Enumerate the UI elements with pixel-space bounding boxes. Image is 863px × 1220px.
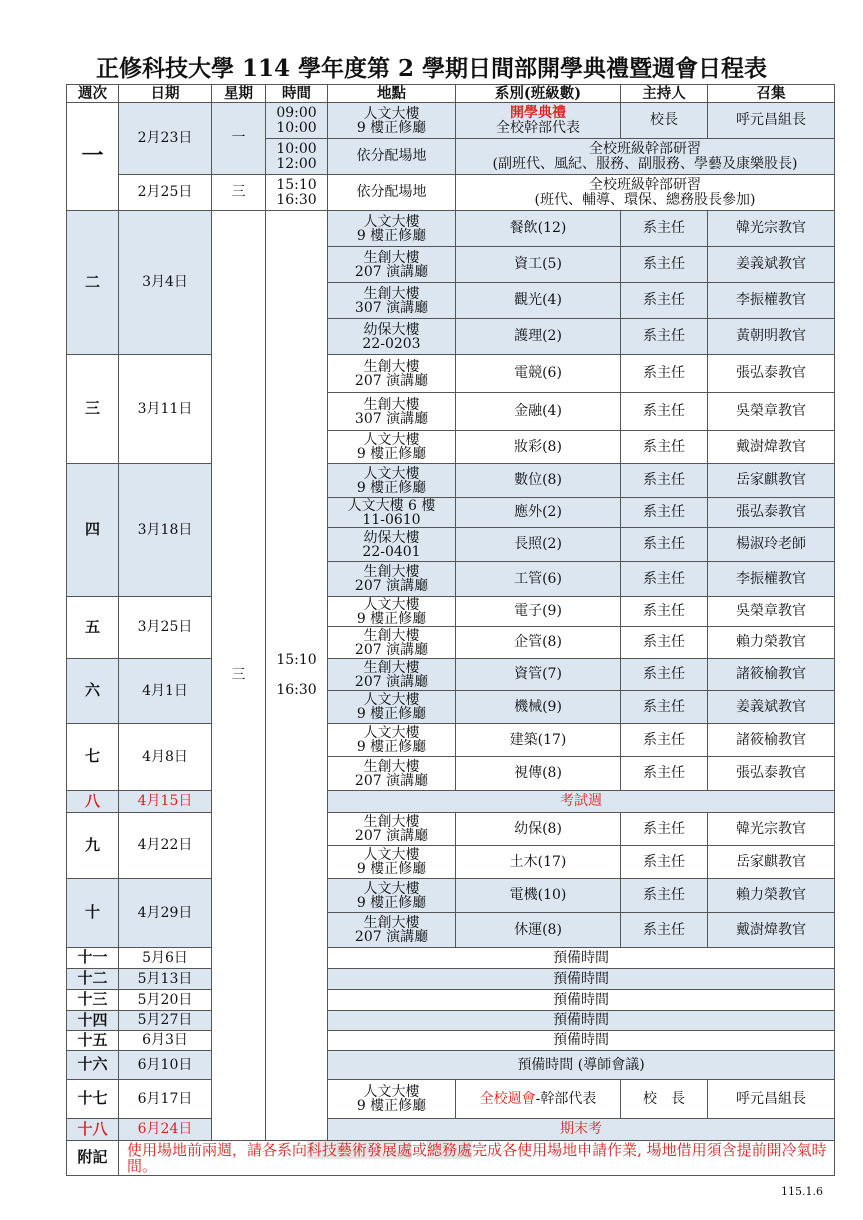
session-convener: 岳家麒教官 (707, 463, 835, 498)
week-1-date-c: 2月25日 (118, 174, 212, 211)
remark-label: 附記 (66, 1140, 119, 1176)
session-convener: 諸筱榆教官 (707, 723, 835, 757)
week-8-number: 八 (66, 790, 119, 813)
session-location (327, 392, 456, 431)
building: 人文大樓 (363, 1084, 420, 1100)
session-location (327, 626, 456, 659)
assembly-attendees: -幹部代表 (535, 1090, 597, 1107)
week-note: 預備時間 (327, 1010, 835, 1031)
session-location (327, 812, 456, 846)
week-14-date: 5月27日 (118, 1010, 212, 1031)
session-host: 系主任 (620, 912, 708, 948)
session-department: 資工(5) (455, 246, 621, 283)
room: 9 樓正修廳 (356, 894, 427, 911)
training-title: 全校班級幹部研習 (589, 176, 701, 193)
building: 幼保大樓 (363, 321, 420, 338)
week-5-date: 3月25日 (118, 596, 212, 659)
session-location (327, 756, 456, 791)
session-host: 系主任 (620, 723, 708, 757)
week-12-date: 5月13日 (118, 968, 212, 990)
session-convener: 岳家麒教官 (707, 845, 835, 879)
training-participants: (班代、輔導、環保、總務股長參加) (534, 191, 756, 208)
session-department: 建築(17) (455, 723, 621, 757)
week-1-location-c: 依分配場地 (327, 174, 456, 211)
room: 9 樓正修廳 (356, 1098, 427, 1114)
session-department: 幼保(8) (455, 812, 621, 846)
room: 9 樓正修廳 (356, 861, 427, 877)
week-note: 期末考 (327, 1118, 835, 1141)
remark-text-3: 完成各使用場地申請作業, 場地借用須含提前開冷氣時間。 (127, 1141, 827, 1175)
building: 人文大樓 (363, 725, 420, 741)
header-week: 週次 (66, 84, 119, 103)
building: 生創大樓 (363, 358, 420, 375)
week-3-number: 三 (66, 354, 119, 464)
building: 人文大樓 (363, 465, 420, 482)
building: 生創大樓 (363, 249, 420, 266)
time-start: 15:10 (276, 652, 317, 669)
session-host: 系主任 (620, 658, 708, 691)
week-1-training-b (455, 138, 835, 175)
session-department: 護理(2) (455, 318, 621, 355)
week-1-weekday-c: 三 (211, 174, 266, 211)
building: 人文大樓 (363, 432, 420, 448)
session-location (327, 246, 456, 283)
room: 9 樓正修廳 (356, 446, 427, 462)
building: 幼保大樓 (363, 529, 420, 546)
session-convener: 賴力榮教官 (707, 878, 835, 913)
room: 307 演講廳 (354, 299, 429, 316)
session-location (327, 561, 456, 597)
week-14-number: 十四 (66, 1010, 119, 1031)
week-2-number: 二 (66, 210, 119, 355)
week-note: 預備時間 (327, 989, 835, 1011)
week-5-number: 五 (66, 596, 119, 659)
week-note: 預備時間 (327, 947, 835, 969)
building: 生創大樓 (363, 659, 420, 676)
room: 9 樓正修廳 (356, 610, 427, 627)
session-convener: 戴澍煒教官 (707, 430, 835, 464)
room: 9 樓正修廳 (356, 227, 427, 244)
session-department: 應外(2) (455, 497, 621, 528)
session-department: 企管(8) (455, 626, 621, 659)
session-host: 系主任 (620, 878, 708, 913)
session-department: 工管(6) (455, 561, 621, 597)
page-title: 正修科技大學 114 學年度第 2 學期日間部開學典禮暨週會日程表 (95, 55, 768, 82)
session-department: 觀光(4) (455, 282, 621, 319)
training-participants: (副班代、風紀、服務、副服務、學藝及康樂股長) (492, 155, 798, 172)
session-host: 校 長 (620, 1079, 708, 1119)
week-7-date: 4月8日 (118, 723, 212, 791)
room: 207 演講廳 (354, 828, 429, 844)
week-2-date: 3月4日 (118, 210, 212, 355)
building: 生創大樓 (363, 814, 420, 830)
header-date: 日期 (118, 84, 212, 103)
room: 207 演講廳 (354, 772, 429, 789)
week-note: 預備時間 (327, 968, 835, 990)
session-host: 系主任 (620, 626, 708, 659)
session-host: 系主任 (620, 812, 708, 846)
building: 人文大樓 (363, 692, 420, 708)
week-4-number: 四 (66, 463, 119, 597)
session-location (327, 354, 456, 393)
session-department: 視傳(8) (455, 756, 621, 791)
session-location (327, 282, 456, 319)
week-1-time-c (265, 174, 328, 211)
session-department: 數位(8) (455, 463, 621, 498)
week-15-date: 6月3日 (118, 1030, 212, 1051)
time-end: 16:30 (276, 191, 317, 208)
session-department: 妝彩(8) (455, 430, 621, 464)
week-note: 預備時間 (327, 1030, 835, 1051)
room: 207 演講廳 (354, 673, 429, 690)
session-convener: 韓光宗教官 (707, 210, 835, 247)
session-department: 長照(2) (455, 527, 621, 562)
building: 生創大樓 (363, 564, 420, 580)
week-6-date: 4月1日 (118, 658, 212, 724)
week-18-number: 十八 (66, 1118, 119, 1141)
session-location (327, 658, 456, 691)
remark-text-1: 使用場地前兩週，請各系向 (127, 1141, 308, 1159)
building: 生創大樓 (363, 915, 420, 931)
session-host: 系主任 (620, 430, 708, 464)
training-title: 全校班級幹部研習 (589, 140, 701, 157)
version-label: 115.1.6 (781, 1185, 823, 1198)
building: 生創大樓 (363, 758, 420, 775)
shared-weekday: 三 (211, 210, 266, 1141)
session-convener: 黃朝明教官 (707, 318, 835, 355)
session-department: 機械(9) (455, 690, 621, 724)
session-location (327, 912, 456, 948)
session-host: 系主任 (620, 392, 708, 431)
session-host: 系主任 (620, 527, 708, 562)
shared-time (265, 210, 328, 1141)
session-location (327, 463, 456, 498)
remark-office-art: 科技藝術發展處 (307, 1141, 413, 1159)
session-host: 系主任 (620, 690, 708, 724)
week-17-number: 十七 (66, 1079, 119, 1119)
building: 人文大樓 6 樓 (347, 497, 436, 514)
week-6-number: 六 (66, 658, 119, 724)
session-location (327, 318, 456, 355)
session-department: 電機(10) (455, 878, 621, 913)
session-convener: 姜義斌教官 (707, 246, 835, 283)
session-convener: 吳榮章教官 (707, 596, 835, 627)
week-3-date: 3月11日 (118, 354, 212, 464)
session-host: 系主任 (620, 463, 708, 498)
session-convener: 吳榮章教官 (707, 392, 835, 431)
session-host: 系主任 (620, 756, 708, 791)
session-location (327, 497, 456, 528)
session-convener: 賴力榮教官 (707, 626, 835, 659)
week-1-convener: 呼元昌組長 (707, 102, 835, 139)
header-location: 地點 (327, 84, 456, 103)
week-9-date: 4月22日 (118, 812, 212, 879)
session-convener: 韓光宗教官 (707, 812, 835, 846)
week-9-number: 九 (66, 812, 119, 879)
session-convener: 楊淑玲老師 (707, 527, 835, 562)
week-8-date: 4月15日 (118, 790, 212, 813)
session-host: 系主任 (620, 282, 708, 319)
building: 生創大樓 (363, 396, 420, 413)
week-note: 預備時間 (導師會議) (327, 1050, 835, 1080)
header-host: 主持人 (620, 84, 708, 103)
week-1-time-a (265, 102, 328, 139)
session-location (327, 723, 456, 757)
session-location (327, 878, 456, 913)
session-department: 電競(6) (455, 354, 621, 393)
session-location (327, 845, 456, 879)
week-1-weekday-a: 一 (211, 102, 266, 175)
assembly-label: 全校週會 (479, 1090, 536, 1107)
session-convener: 呼元昌組長 (707, 1079, 835, 1119)
session-convener: 姜義斌教官 (707, 690, 835, 724)
week-1-location-b: 依分配場地 (327, 138, 456, 175)
building: 人文大樓 (363, 213, 420, 230)
time-start: 10:00 (276, 140, 317, 157)
header-convener: 召集 (707, 84, 835, 103)
week-11-number: 十一 (66, 947, 119, 969)
week-11-date: 5月6日 (118, 947, 212, 969)
building: 生創大樓 (363, 627, 420, 644)
session-convener: 李振權教官 (707, 561, 835, 597)
session-host: 系主任 (620, 354, 708, 393)
week-17-date: 6月17日 (118, 1079, 212, 1119)
week-13-number: 十三 (66, 989, 119, 1011)
session-convener: 張弘泰教官 (707, 354, 835, 393)
week-16-number: 十六 (66, 1050, 119, 1080)
building: 人文大樓 (363, 596, 420, 613)
session-department: 電子(9) (455, 596, 621, 627)
room: 9 樓正修廳 (356, 119, 427, 136)
room: 207 演講廳 (354, 929, 429, 945)
session-department: 金融(4) (455, 392, 621, 431)
session-convener: 李振權教官 (707, 282, 835, 319)
building: 生創大樓 (363, 285, 420, 302)
room: 207 演講廳 (354, 641, 429, 658)
week-4-date: 3月18日 (118, 463, 212, 597)
session-host: 系主任 (620, 561, 708, 597)
opening-ceremony-label: 開學典禮 (510, 104, 566, 121)
session-convener: 張弘泰教官 (707, 756, 835, 791)
week-1-training-c (455, 174, 835, 211)
room: 22-0401 (362, 543, 421, 560)
building: 人文大樓 (363, 847, 420, 863)
remark-office-general: 總務處 (427, 1141, 473, 1159)
week-note: 考試週 (327, 790, 835, 813)
session-department: 餐飲(12) (455, 210, 621, 247)
session-department: 休運(8) (455, 912, 621, 948)
time-end: 12:00 (276, 155, 317, 172)
room: 9 樓正修廳 (356, 479, 427, 496)
assembly-event (455, 1079, 621, 1119)
week-7-number: 七 (66, 723, 119, 791)
session-location (327, 596, 456, 627)
week-1-event (455, 102, 621, 139)
session-host: 系主任 (620, 318, 708, 355)
session-location (327, 210, 456, 247)
session-host: 系主任 (620, 210, 708, 247)
session-convener: 張弘泰教官 (707, 497, 835, 528)
room: 207 演講廳 (354, 263, 429, 280)
session-location (327, 1079, 456, 1119)
time-end: 10:00 (276, 119, 317, 136)
week-1-host: 校長 (620, 102, 708, 139)
week-13-date: 5月20日 (118, 989, 212, 1011)
session-convener: 諸筱榆教官 (707, 658, 835, 691)
time-start: 09:00 (276, 104, 317, 121)
event-attendees: 全校幹部代表 (496, 119, 580, 136)
week-1-date-a: 2月23日 (118, 102, 212, 175)
session-host: 系主任 (620, 845, 708, 879)
session-host: 系主任 (620, 246, 708, 283)
session-host: 系主任 (620, 596, 708, 627)
room: 207 演講廳 (354, 372, 429, 389)
room: 307 演講廳 (354, 410, 429, 427)
session-location (327, 430, 456, 464)
week-1-number: 一 (66, 102, 119, 211)
building: 人文大樓 (363, 880, 420, 897)
week-18-date: 6月24日 (118, 1118, 212, 1141)
time-end: 16:30 (276, 681, 317, 698)
remark-text-2: 或 (412, 1141, 428, 1159)
week-1-location-a (327, 102, 456, 139)
session-location (327, 690, 456, 724)
room: 9 樓正修廳 (356, 706, 427, 722)
room: 11-0610 (362, 511, 421, 528)
week-10-date: 4月29日 (118, 878, 212, 948)
week-10-number: 十 (66, 878, 119, 948)
room: 207 演講廳 (354, 578, 429, 594)
week-15-number: 十五 (66, 1030, 119, 1051)
room: 9 樓正修廳 (356, 739, 427, 755)
header-time: 時間 (265, 84, 328, 103)
time-start: 15:10 (276, 176, 317, 193)
session-host: 系主任 (620, 497, 708, 528)
week-16-date: 6月10日 (118, 1050, 212, 1080)
room: 22-0203 (362, 335, 421, 352)
week-12-number: 十二 (66, 968, 119, 990)
remark-text (118, 1140, 835, 1176)
session-department: 資管(7) (455, 658, 621, 691)
week-1-time-b (265, 138, 328, 175)
building: 人文大樓 (363, 105, 420, 122)
session-department: 土木(17) (455, 845, 621, 879)
header-department: 系別(班級數) (455, 84, 621, 103)
header-weekday: 星期 (211, 84, 266, 103)
session-convener: 戴澍煒教官 (707, 912, 835, 948)
session-location (327, 527, 456, 562)
